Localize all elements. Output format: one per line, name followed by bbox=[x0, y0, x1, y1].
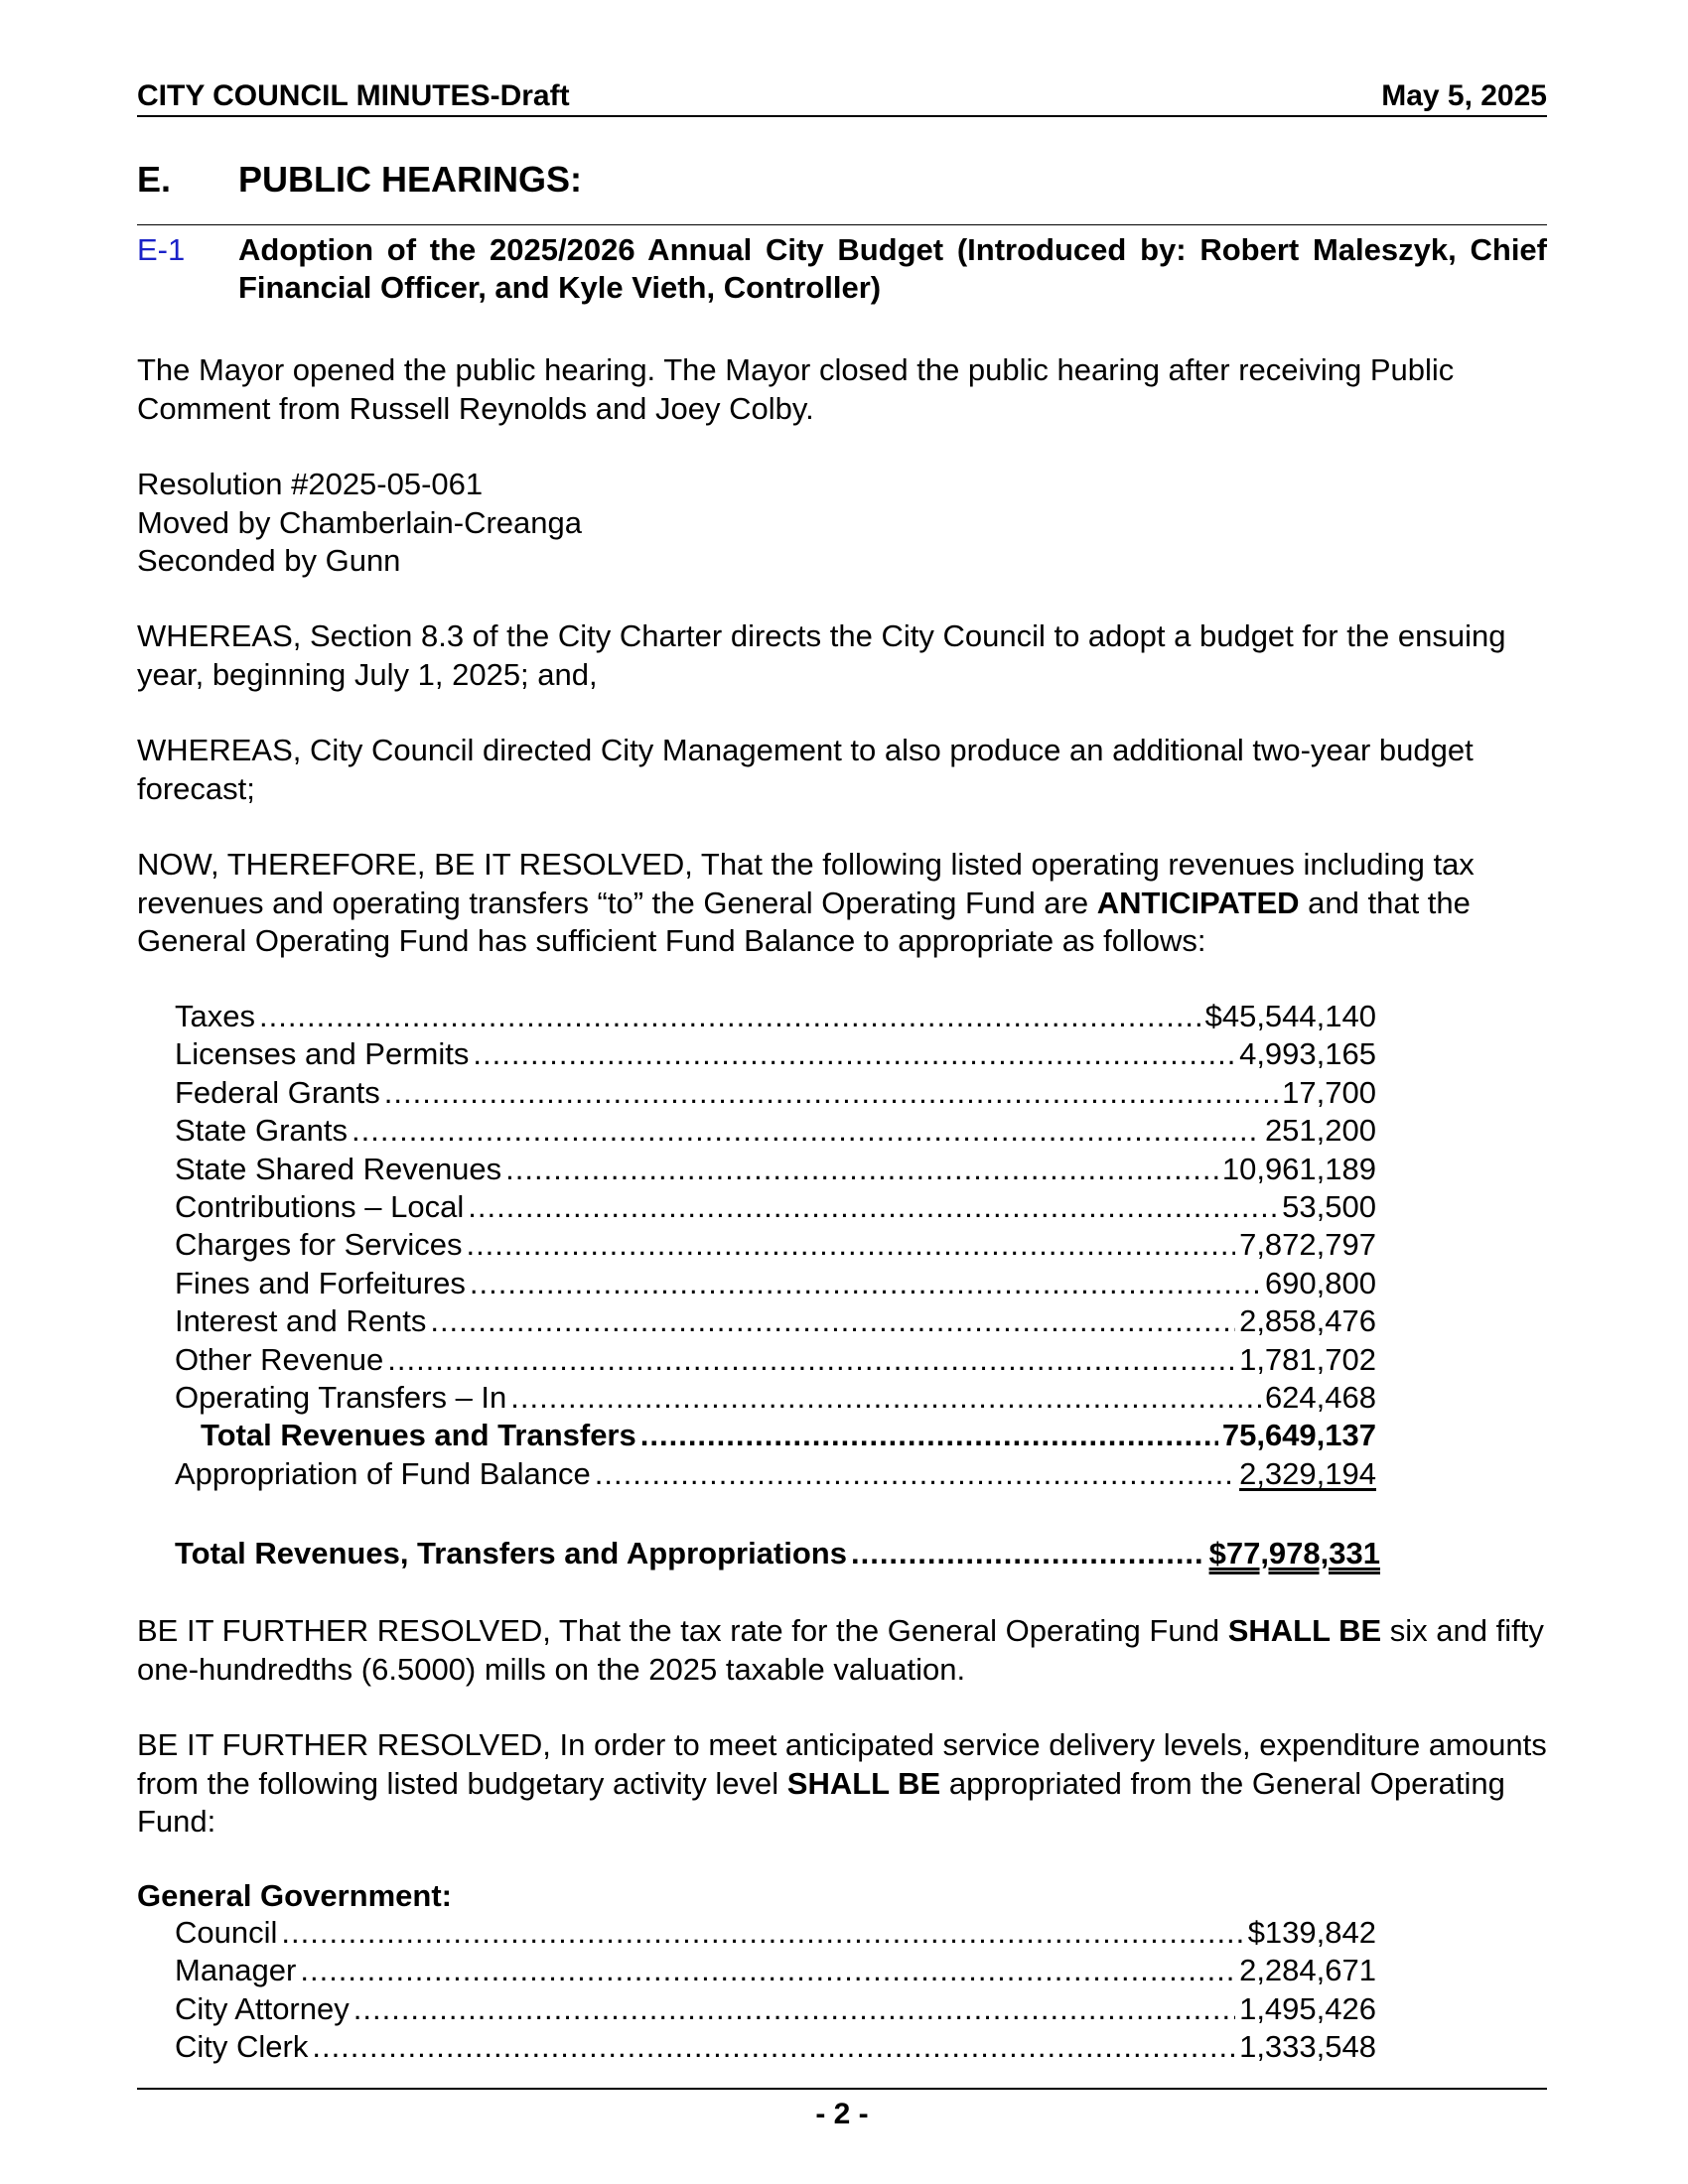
general-government-ledger bbox=[175, 1914, 1376, 2067]
whereas-paragraph-2 bbox=[137, 732, 1547, 808]
section-divider bbox=[137, 224, 1547, 225]
expenditure-text bbox=[137, 1726, 1547, 1842]
resolution-number: Resolution #2025-05-061 bbox=[137, 467, 484, 501]
resolved-text-pre: NOW, THEREFORE, BE IT RESOLVED, That the following listed operating revenues including tax revenues and operating transfers “to” the General Operating Fund are bbox=[137, 847, 1475, 920]
motion-block bbox=[137, 466, 1547, 581]
revenue-row bbox=[175, 1188, 1376, 1226]
tax-rate-text bbox=[137, 1612, 1547, 1689]
section-title: PUBLIC HEARINGS: bbox=[238, 159, 583, 200]
revenue-row bbox=[175, 1151, 1376, 1188]
agenda-item bbox=[137, 231, 1547, 307]
revenue-row-label: State Shared Revenues bbox=[175, 1151, 502, 1186]
tax-rate-bold: SHALL BE bbox=[1227, 1613, 1382, 1648]
whereas-paragraph-1 bbox=[137, 617, 1547, 694]
hearing-text: The Mayor opened the public hearing. The Mayor closed the public hearing after receiving Public Comment from Russell Reynolds and Joey Colby. bbox=[137, 352, 1455, 426]
revenue-row-amount: 7,872,797 bbox=[1239, 1227, 1376, 1263]
agenda-item-number: E-1 bbox=[137, 232, 186, 267]
expenditure-row-label: Manager bbox=[175, 1953, 297, 1988]
expenditure-row bbox=[175, 1990, 1376, 2028]
revenue-row-amount: 690,800 bbox=[1264, 1265, 1376, 1300]
whereas-1-text: WHEREAS, Section 8.3 of the City Charter directs the City Council to adopt a budget for the ensuing year, beginning July 1, 2025; and, bbox=[137, 618, 1506, 692]
total-revenues-label: Total Revenues and Transfers bbox=[201, 1418, 636, 1453]
expenditure-row bbox=[175, 1914, 1376, 1952]
expenditure-row bbox=[175, 1952, 1376, 1989]
expenditure-row-amount: 1,333,548 bbox=[1239, 2029, 1376, 2065]
resolved-text-bold: ANTICIPATED bbox=[1096, 885, 1300, 920]
revenue-row-label: Taxes bbox=[175, 999, 255, 1033]
revenue-row-label: Fines and Forfeitures bbox=[175, 1265, 466, 1300]
revenue-row bbox=[175, 1112, 1376, 1150]
revenue-row bbox=[175, 1341, 1376, 1379]
revenue-row-amount: $45,544,140 bbox=[1204, 999, 1376, 1033]
revenue-row-label: Operating Transfers – In bbox=[175, 1379, 507, 1415]
expenditure-row-label: Council bbox=[175, 1915, 278, 1950]
expenditure-bold: SHALL BE bbox=[786, 1765, 941, 1801]
hearing-paragraph bbox=[137, 351, 1547, 428]
revenue-row-label: Licenses and Permits bbox=[175, 1036, 470, 1072]
fund-balance-row bbox=[175, 1455, 1376, 1493]
general-government-heading: General Government: bbox=[137, 1878, 452, 1913]
expenditure-row-label: City Clerk bbox=[175, 2029, 309, 2065]
footer-divider bbox=[137, 2088, 1547, 2090]
document-page bbox=[137, 0, 1547, 2184]
fund-balance-amount: 2,329,194 bbox=[1239, 1455, 1376, 1491]
header-title: CITY COUNCIL MINUTES-Draft bbox=[137, 79, 570, 112]
page-number: - 2 - bbox=[815, 2098, 869, 2130]
revenue-row-label: State Grants bbox=[175, 1113, 349, 1149]
revenue-row-label: Other Revenue bbox=[175, 1341, 384, 1377]
revenue-row-label: Contributions – Local bbox=[175, 1188, 465, 1224]
total-revenues-amount: 75,649,137 bbox=[1221, 1418, 1376, 1453]
whereas-2-text: WHEREAS, City Council directed City Management to also produce an additional two-year budget forecast; bbox=[137, 733, 1474, 806]
revenue-row bbox=[175, 1379, 1376, 1417]
total-revenues-row bbox=[175, 1417, 1376, 1454]
revenue-row-label: Federal Grants bbox=[175, 1074, 380, 1110]
revenue-row-amount: 251,200 bbox=[1264, 1113, 1376, 1149]
revenue-row bbox=[175, 998, 1376, 1035]
tax-rate-post: six and fifty one-hundredths (6.5000) mills on the 2025 taxable valuation. bbox=[137, 1613, 1544, 1687]
grand-total-label: Total Revenues, Transfers and Appropriations bbox=[175, 1536, 847, 1570]
header-date: May 5, 2025 bbox=[1381, 79, 1547, 112]
revenue-row-amount: 1,781,702 bbox=[1239, 1341, 1376, 1377]
revenue-row-amount: 4,993,165 bbox=[1239, 1036, 1376, 1072]
revenue-row-amount: 2,858,476 bbox=[1239, 1303, 1376, 1339]
section-letter: E. bbox=[137, 159, 172, 200]
page-header bbox=[137, 79, 1547, 117]
tax-rate-paragraph bbox=[137, 1612, 1547, 1689]
expenditure-row-amount: 1,495,426 bbox=[1239, 1990, 1376, 2026]
tax-rate-pre: BE IT FURTHER RESOLVED, That the tax rate for the General Operating Fund bbox=[137, 1613, 1228, 1648]
resolved-text bbox=[137, 846, 1547, 961]
resolved-text-post: and that the General Operating Fund has sufficient Fund Balance to appropriate as follows: bbox=[137, 885, 1471, 958]
revenue-row bbox=[175, 1226, 1376, 1264]
expenditure-row-amount: 2,284,671 bbox=[1239, 1953, 1376, 1988]
expenditure-post: appropriated from the General Operating Fund: bbox=[137, 1765, 1505, 1839]
revenue-row-label: Charges for Services bbox=[175, 1227, 463, 1263]
moved-by: Moved by Chamberlain-Creanga bbox=[137, 504, 583, 540]
revenue-row-amount: 53,500 bbox=[1282, 1188, 1376, 1224]
expenditure-pre: BE IT FURTHER RESOLVED, In order to meet anticipated service delivery levels, expenditure amounts from the following listed budgetary activity level bbox=[137, 1727, 1547, 1801]
agenda-item-title: Adoption of the 2025/2026 Annual City Budget (Introduced by: Robert Maleszyk, Chief Financial Officer, and Kyle Vieth, Controller) bbox=[238, 232, 1547, 305]
revenue-row-label: Interest and Rents bbox=[175, 1303, 427, 1339]
revenue-row bbox=[175, 1035, 1376, 1073]
expenditure-row bbox=[175, 2028, 1376, 2066]
revenue-row-amount: 10,961,189 bbox=[1221, 1151, 1376, 1186]
revenue-row bbox=[175, 1265, 1376, 1302]
revenue-row bbox=[175, 1074, 1376, 1112]
revenue-row-amount: 624,468 bbox=[1264, 1379, 1376, 1415]
revenue-row bbox=[175, 1302, 1376, 1340]
grand-total-amount: $77,978,331 bbox=[1208, 1536, 1380, 1570]
resolved-paragraph bbox=[137, 846, 1547, 961]
revenue-ledger bbox=[175, 998, 1376, 1493]
grand-total-ledger bbox=[175, 1535, 1380, 1572]
expenditure-paragraph bbox=[137, 1726, 1547, 1842]
revenue-row-amount: 17,700 bbox=[1282, 1074, 1376, 1110]
seconded-by: Seconded by Gunn bbox=[137, 543, 401, 578]
section-heading bbox=[137, 159, 582, 201]
expenditure-row-label: City Attorney bbox=[175, 1990, 350, 2026]
expenditure-row-amount: $139,842 bbox=[1247, 1915, 1376, 1950]
grand-total-row bbox=[175, 1535, 1380, 1572]
fund-balance-label: Appropriation of Fund Balance bbox=[175, 1455, 591, 1491]
